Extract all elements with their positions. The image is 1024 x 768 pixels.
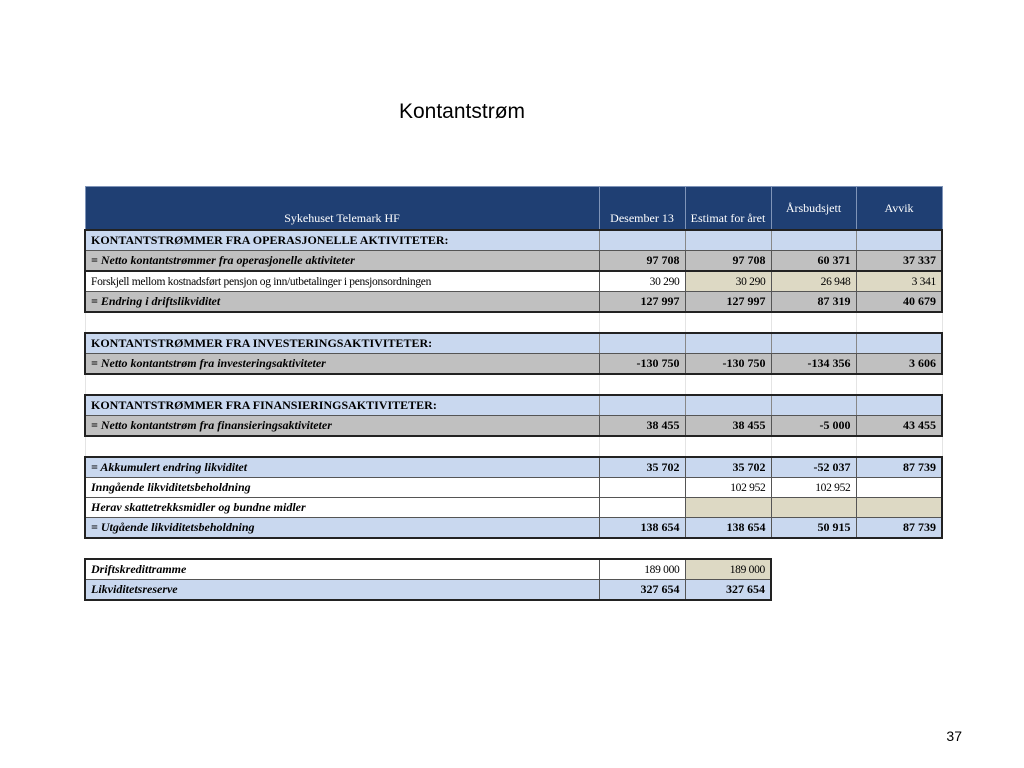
spacer-row: [85, 312, 942, 333]
cell-desember: 127 997: [599, 292, 685, 313]
cell-budsjett: -52 037: [771, 457, 856, 478]
section-operating-label: KONTANTSTRØMMER FRA OPERASJONELLE AKTIVITETER:: [85, 230, 599, 251]
section-operating: [85, 230, 942, 251]
cell-estimat: 35 702: [685, 457, 771, 478]
cell-avvik: [856, 498, 942, 518]
cell-desember: 97 708: [599, 251, 685, 272]
row-label: Herav skattetrekksmidler og bundne midler: [85, 498, 599, 518]
row-operating-change: [85, 292, 942, 313]
header-avvik: Avvik: [856, 187, 942, 231]
cell-budsjett: 87 319: [771, 292, 856, 313]
spacer-row: [85, 538, 942, 559]
cell-avvik: 3 606: [856, 354, 942, 375]
row-label: = Utgående likviditetsbeholdning: [85, 518, 599, 539]
spacer-row: [85, 374, 942, 395]
cell-estimat: 97 708: [685, 251, 771, 272]
row-label: = Endring i driftslikviditet: [85, 292, 599, 313]
cell-avvik: 87 739: [856, 518, 942, 539]
row-label: Likviditetsreserve: [85, 580, 599, 601]
cell-budsjett: [771, 498, 856, 518]
section-financing: [85, 395, 942, 416]
cell-avvik: [856, 478, 942, 498]
page-number: 37: [946, 728, 962, 744]
section-financing-label: KONTANTSTRØMMER FRA FINANSIERINGSAKTIVITETER:: [85, 395, 599, 416]
spacer-row: [85, 436, 942, 457]
cell-estimat: 30 290: [685, 271, 771, 292]
row-restricted-funds: [85, 498, 942, 518]
row-label: = Netto kontantstrømmer fra operasjonelle aktiviteter: [85, 251, 599, 272]
cell-desember: 327 654: [599, 580, 685, 601]
row-label: = Netto kontantstrøm fra finansieringsaktiviteter: [85, 416, 599, 437]
row-credit-limit: [85, 559, 942, 580]
row-liquidity-reserve: [85, 580, 942, 601]
header-entity: Sykehuset Telemark HF: [85, 187, 599, 231]
cell-estimat: 189 000: [685, 559, 771, 580]
cell-desember: 35 702: [599, 457, 685, 478]
cell-desember: 138 654: [599, 518, 685, 539]
cell-estimat: -130 750: [685, 354, 771, 375]
cell-budsjett: -5 000: [771, 416, 856, 437]
cell-desember: -130 750: [599, 354, 685, 375]
cell-avvik: 40 679: [856, 292, 942, 313]
row-label: = Netto kontantstrøm fra investeringsaktiviteter: [85, 354, 599, 375]
row-investing-net: [85, 354, 942, 375]
cell-estimat: 127 997: [685, 292, 771, 313]
cell-estimat: [685, 498, 771, 518]
row-label: Forskjell mellom kostnadsført pensjon og inn/utbetalinger i pensjonsordningen: [85, 271, 599, 292]
header-arsbudsjett: Årsbudsjett: [771, 187, 856, 231]
row-closing-liquidity: [85, 518, 942, 539]
row-opening-liquidity: [85, 478, 942, 498]
row-pension: [85, 271, 942, 292]
cell-desember: [599, 478, 685, 498]
row-label: Driftskredittramme: [85, 559, 599, 580]
cell-estimat: 102 952: [685, 478, 771, 498]
header-estimat: Estimat for året: [685, 187, 771, 231]
cell-avvik: 43 455: [856, 416, 942, 437]
cell-budsjett: 50 915: [771, 518, 856, 539]
cell-desember: 38 455: [599, 416, 685, 437]
row-label: = Akkumulert endring likviditet: [85, 457, 599, 478]
row-financing-net: [85, 416, 942, 437]
slide-title: [0, 100, 924, 124]
cell-budsjett: -134 356: [771, 354, 856, 375]
cell-estimat: 327 654: [685, 580, 771, 601]
row-accumulated-change: [85, 457, 942, 478]
header-row: [85, 187, 942, 231]
section-investing-label: KONTANTSTRØMMER FRA INVESTERINGSAKTIVITETER:: [85, 333, 599, 354]
row-operating-net: [85, 251, 942, 272]
cell-avvik: 3 341: [856, 271, 942, 292]
header-desember: Desember 13: [599, 187, 685, 231]
cell-budsjett: 102 952: [771, 478, 856, 498]
row-label: Inngående likviditetsbeholdning: [85, 478, 599, 498]
cell-avvik: 37 337: [856, 251, 942, 272]
cell-budsjett: 26 948: [771, 271, 856, 292]
cell-avvik: 87 739: [856, 457, 942, 478]
slide-title-text: Kontantstrøm: [398, 100, 526, 123]
cell-estimat: 38 455: [685, 416, 771, 437]
cell-estimat: 138 654: [685, 518, 771, 539]
cell-desember: 189 000: [599, 559, 685, 580]
cell-desember: 30 290: [599, 271, 685, 292]
cell-desember: [599, 498, 685, 518]
section-investing: [85, 333, 942, 354]
cash-flow-table: [84, 186, 943, 601]
cell-budsjett: 60 371: [771, 251, 856, 272]
